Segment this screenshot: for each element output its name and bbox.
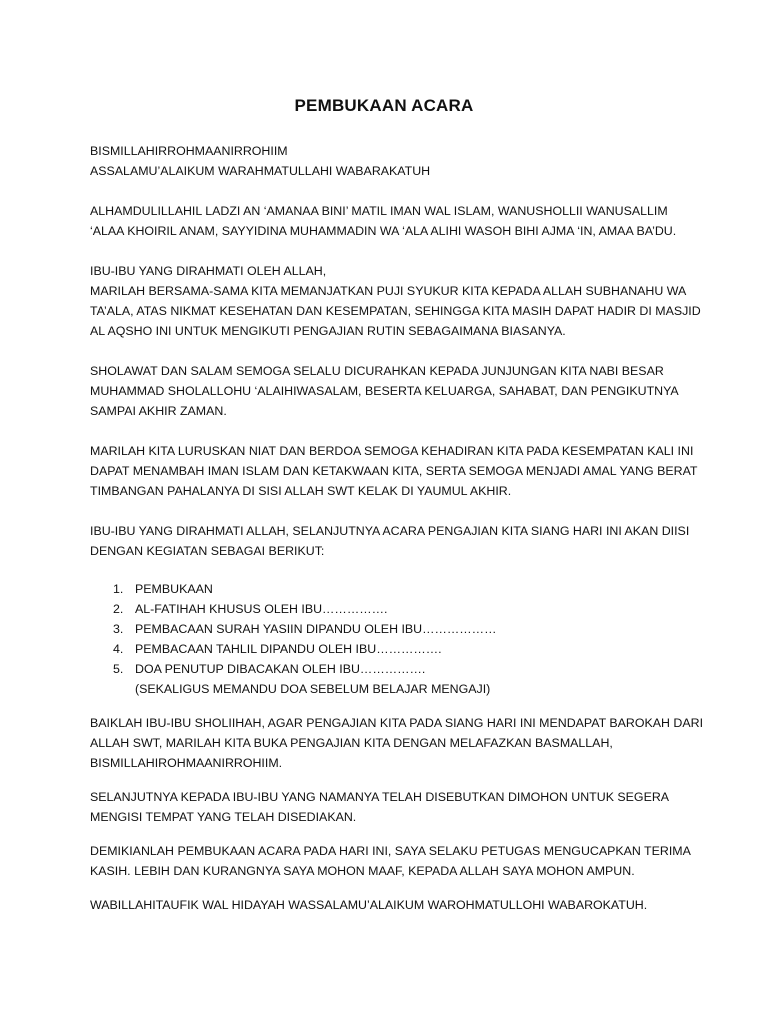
seating-paragraph <box>90 787 690 827</box>
niat-paragraph <box>90 441 698 501</box>
basmallah-paragraph <box>90 713 704 773</box>
text-line: ‘ALAA KHOIRIL ANAM, SAYYIDINA MUHAMMADIN WA ‘ALA ALIHI WASOH BIHI AJMA ‘IN, AMAA BA’DU. <box>90 224 677 238</box>
list-item <box>90 659 690 679</box>
text-line: SHOLAWAT DAN SALAM SEMOGA SELALU DICURAHKAN KEPADA JUNJUNGAN KITA NABI BESAR <box>90 364 664 378</box>
list-number: 2. <box>113 602 124 616</box>
text-line: DEMIKIANLAH PEMBUKAAN ACARA PADA HARI INI, SAYA SELAKU PETUGAS MENGUCAPKAN TERIMA <box>90 844 691 858</box>
text-line: DAPAT MENAMBAH IMAN ISLAM DAN KETAKWAAN KITA, SERTA SEMOGA MENJADI AMAL YANG BERAT <box>90 464 698 478</box>
greeting-paragraph <box>90 141 690 181</box>
text-line: BAIKLAH IBU-IBU SHOLIIHAH, AGAR PENGAJIAN KITA PADA SIANG HARI INI MENDAPAT BAROKAH DARI <box>90 716 704 730</box>
text-line: TA’ALA, ATAS NIKMAT KESEHATAN DAN KESEMPATAN, SEHINGGA KITA MASIH DAPAT HADIR DI MASJID <box>90 304 701 318</box>
text-line: ALLAH SWT, MARILAH KITA BUKA PENGAJIAN KITA DENGAN MELAFAZKAN BASMALLAH, <box>90 736 613 750</box>
list-item-text: PEMBACAAN TAHLIL DIPANDU OLEH IBU……………. <box>135 642 442 656</box>
salam-penutup-paragraph <box>90 895 690 915</box>
agenda-note: (SEKALIGUS MEMANDU DOA SEBELUM BELAJAR MENGAJI) <box>135 682 491 696</box>
text-line: ALHAMDULILLAHIL LADZI AN ‘AMANAA BINI’ MATIL IMAN WAL ISLAM, WANUSHOLLII WANUSALLIM <box>90 204 668 218</box>
list-item-text: PEMBUKAAN <box>135 582 213 596</box>
hamdalah-paragraph <box>90 201 690 241</box>
list-number: 1. <box>113 582 124 596</box>
text-line: MARILAH BERSAMA-SAMA KITA MEMANJATKAN PUJI SYUKUR KITA KEPADA ALLAH SUBHANAHU WA <box>90 284 687 298</box>
text-line: IBU-IBU YANG DIRAHMATI OLEH ALLAH, <box>90 264 327 278</box>
list-item <box>90 599 690 619</box>
text-line: ASSALAMU’ALAIKUM WARAHMATULLAHI WABARAKATUH <box>90 164 431 178</box>
list-item-text: PEMBACAAN SURAH YASIIN DIPANDU OLEH IBU……………… <box>135 622 497 636</box>
agenda-intro-paragraph <box>90 521 690 561</box>
text-line: MUHAMMAD SHOLALLOHU ‘ALAIHIWASALAM, BESERTA KELUARGA, SAHABAT, DAN PENGIKUTNYA <box>90 384 679 398</box>
agenda-list <box>90 579 690 679</box>
text-line: KASIH. LEBIH DAN KURANGNYA SAYA MOHON MAAF, KEPADA ALLAH SAYA MOHON AMPUN. <box>90 864 635 878</box>
list-item-text: DOA PENUTUP DIBACAKAN OLEH IBU……………. <box>135 662 426 676</box>
text-line: AL AQSHO INI UNTUK MENGIKUTI PENGAJIAN RUTIN SEBAGAIMANA BIASANYA. <box>90 324 566 338</box>
document-body <box>90 141 704 915</box>
closing-paragraph <box>90 841 690 881</box>
text-line: SELANJUTNYA KEPADA IBU-IBU YANG NAMANYA TELAH DISEBUTKAN DIMOHON UNTUK SEGERA <box>90 790 670 804</box>
text-line: TIMBANGAN PAHALANYA DI SISI ALLAH SWT KELAK DI YAUMUL AKHIR. <box>90 484 512 498</box>
text-line: DENGAN KEGIATAN SEBAGAI BERIKUT: <box>90 544 325 558</box>
syukur-paragraph <box>90 261 701 341</box>
text-line: SAMPAI AKHIR ZAMAN. <box>90 404 227 418</box>
sholawat-paragraph <box>90 361 690 421</box>
list-number: 4. <box>113 642 124 656</box>
list-item <box>90 619 690 639</box>
page-title: PEMBUKAAN ACARA <box>294 96 474 115</box>
list-item-text: AL-FATIHAH KHUSUS OLEH IBU……………. <box>135 602 388 616</box>
text-line: BISMILLAHIRROHMAANIRROHIIM <box>90 144 288 158</box>
list-number: 3. <box>113 622 124 636</box>
text-line: IBU-IBU YANG DIRAHMATI ALLAH, SELANJUTNYA ACARA PENGAJIAN KITA SIANG HARI INI AKAN DIISI <box>90 524 690 538</box>
list-item <box>90 639 690 659</box>
text-line: MARILAH KITA LURUSKAN NIAT DAN BERDOA SEMOGA KEHADIRAN KITA PADA KESEMPATAN KALI INI <box>90 444 694 458</box>
list-number: 5. <box>113 662 124 676</box>
text-line: BISMILLAHIROHMAANIRROHIIM. <box>90 756 283 770</box>
text-line: WABILLAHITAUFIK WAL HIDAYAH WASSALAMU’ALAIKUM WAROHMATULLOHI WABAROKATUH. <box>90 898 648 912</box>
list-item <box>90 579 690 599</box>
text-line: MENGISI TEMPAT YANG TELAH DISEDIAKAN. <box>90 810 357 824</box>
